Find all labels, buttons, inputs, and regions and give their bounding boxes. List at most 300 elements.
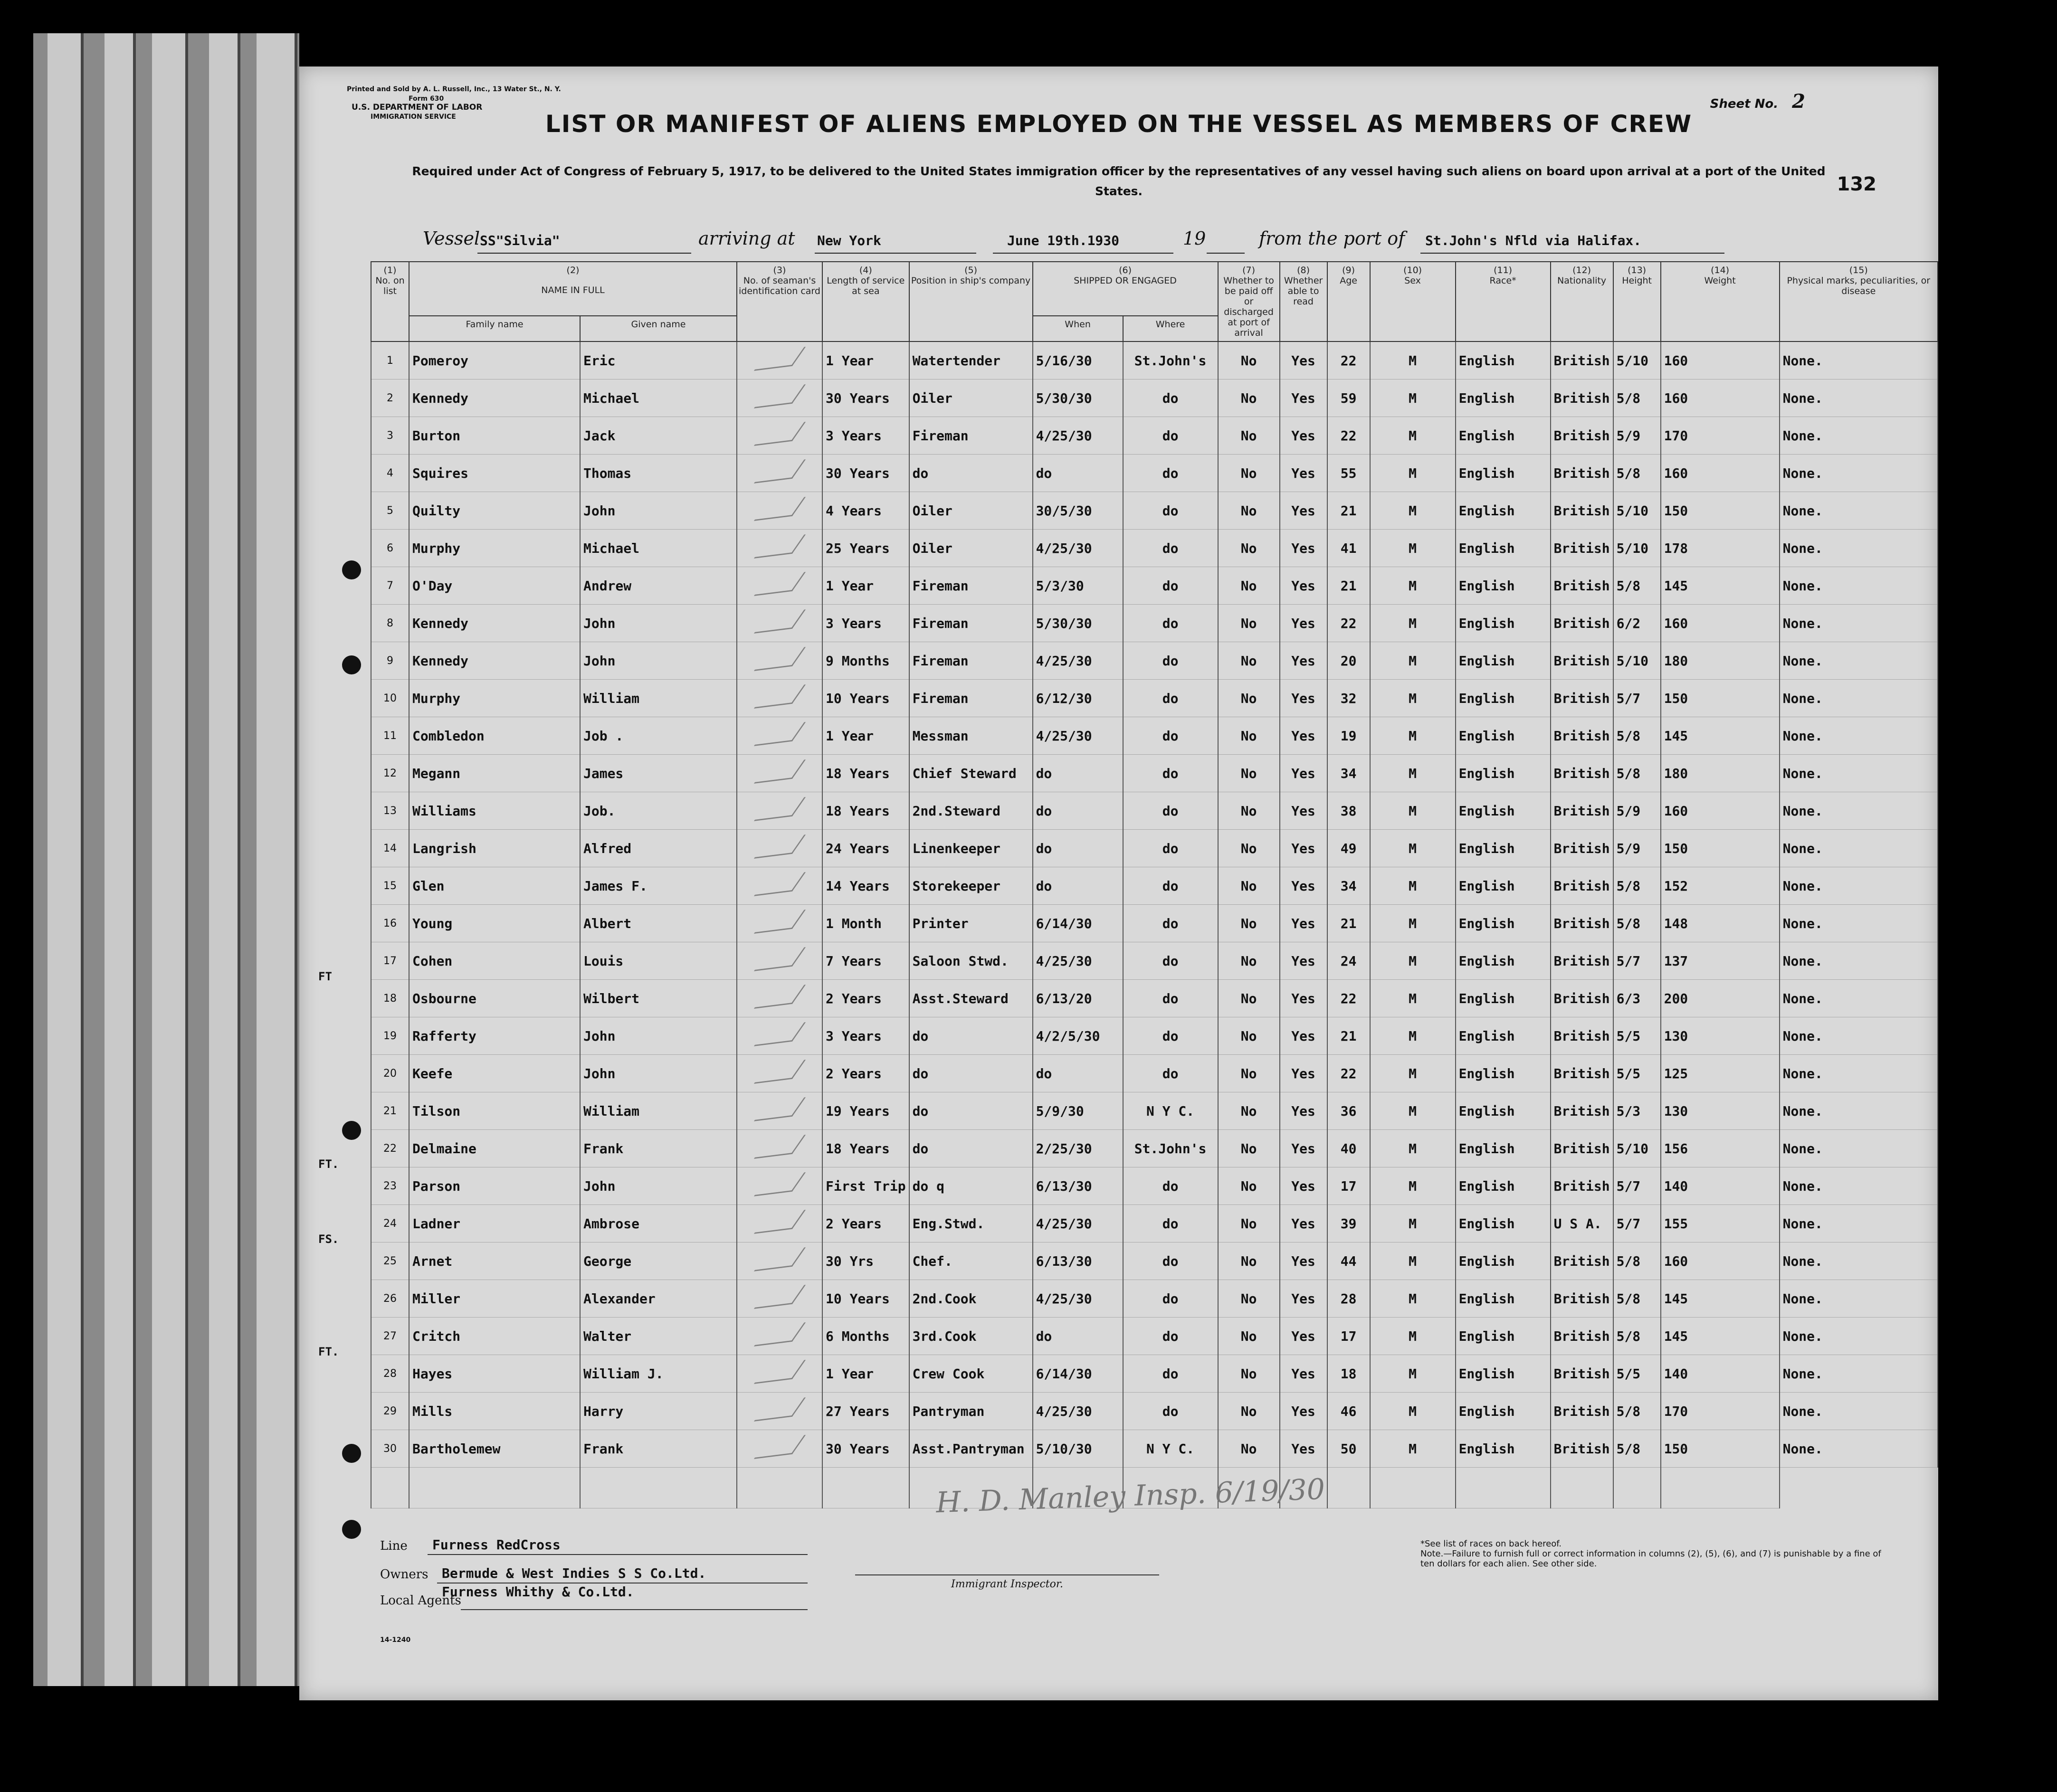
cell-where: do: [1123, 455, 1218, 492]
cell-sex: M: [1370, 530, 1456, 567]
line-label: Line: [380, 1539, 408, 1553]
col-header-where: Where: [1123, 316, 1218, 341]
cell-service: 10 Years: [822, 1280, 909, 1318]
sheet-value: 2: [1792, 90, 1805, 113]
cell-age: 20: [1327, 642, 1370, 680]
cell-sex: M: [1370, 1355, 1456, 1393]
crew-rows: [371, 341, 1938, 1508]
cell-where: do: [1123, 642, 1218, 680]
cell-no: 30: [371, 1430, 409, 1468]
cell-nat: British: [1551, 1055, 1613, 1092]
cell-given: Job .: [580, 717, 737, 755]
cell-paid: No: [1218, 1167, 1280, 1205]
col-header-8: (8) Whether able to read: [1280, 262, 1327, 341]
cell-when: 2/25/30: [1033, 1130, 1123, 1167]
cell-read: Yes: [1280, 1167, 1327, 1205]
cell-position: Asst.Steward: [909, 980, 1033, 1017]
cell-family: Young: [409, 905, 580, 942]
margin-mark: FT.: [318, 1157, 339, 1171]
cell-weight: 140: [1661, 1355, 1780, 1393]
cell-no: 6: [371, 530, 409, 567]
table-row: [371, 1430, 1938, 1468]
blank-cell: [1551, 1468, 1613, 1508]
from-port: St.John's Nfld via Halifax.: [1425, 233, 1642, 248]
cell-position: do: [909, 1130, 1033, 1167]
arriving-label: arriving at: [698, 228, 795, 249]
cell-height: 6/3: [1613, 980, 1661, 1017]
col-header-14: (14) Weight: [1661, 262, 1780, 341]
cell-paid: No: [1218, 1092, 1280, 1130]
cell-when: 30/5/30: [1033, 492, 1123, 530]
cell-nat: British: [1551, 1092, 1613, 1130]
cell-nat: British: [1551, 905, 1613, 942]
inspector-signature: H. D. Manley Insp. 6/19/30: [935, 1472, 1326, 1520]
cell-sex: M: [1370, 455, 1456, 492]
cell-no: 3: [371, 417, 409, 455]
cell-race: English: [1456, 1430, 1551, 1468]
cell-when: 4/25/30: [1033, 1280, 1123, 1318]
margin-mark: FS.: [318, 1233, 339, 1246]
cell-given: John: [580, 1055, 737, 1092]
col-header-3: (3) No. of seaman's identification card: [737, 262, 822, 341]
cell-service: 3 Years: [822, 605, 909, 642]
col-header-13: (13) Height: [1613, 262, 1661, 341]
cell-marks: None.: [1780, 830, 1938, 867]
col-header-6: (6) SHIPPED OR ENGAGED: [1033, 262, 1218, 316]
cell-when: 6/13/20: [1033, 980, 1123, 1017]
cell-race: English: [1456, 905, 1551, 942]
manifest-sheet: [299, 66, 1938, 1700]
cell-marks: None.: [1780, 530, 1938, 567]
cell-nat: British: [1551, 792, 1613, 830]
cell-given: Harry: [580, 1393, 737, 1430]
cell-family: Keefe: [409, 1055, 580, 1092]
cell-family: Megann: [409, 755, 580, 792]
stacked-page-edges: [33, 33, 299, 1686]
cell-paid: No: [1218, 605, 1280, 642]
cell-read: Yes: [1280, 492, 1327, 530]
cell-paid: No: [1218, 455, 1280, 492]
cell-position: Storekeeper: [909, 867, 1033, 905]
cell-paid: No: [1218, 1205, 1280, 1242]
cell-nat: British: [1551, 492, 1613, 530]
cell-nat: British: [1551, 717, 1613, 755]
cell-where: do: [1123, 1280, 1218, 1318]
cell-read: Yes: [1280, 530, 1327, 567]
cell-given: Frank: [580, 1130, 737, 1167]
cell-position: Fireman: [909, 680, 1033, 717]
cell-race: English: [1456, 1280, 1551, 1318]
cell-sex: M: [1370, 1167, 1456, 1205]
id-card-check-mark: [737, 379, 822, 417]
cell-read: Yes: [1280, 1393, 1327, 1430]
cell-weight: 178: [1661, 530, 1780, 567]
cell-paid: No: [1218, 867, 1280, 905]
table-row: [371, 717, 1938, 755]
cell-service: 25 Years: [822, 530, 909, 567]
cell-nat: British: [1551, 530, 1613, 567]
cell-no: 23: [371, 1167, 409, 1205]
punch-hole: [342, 1520, 361, 1539]
blank-cell: [822, 1468, 909, 1508]
cell-no: 27: [371, 1318, 409, 1355]
cell-family: Murphy: [409, 680, 580, 717]
cell-family: Combledon: [409, 717, 580, 755]
id-card-check-mark: [737, 1430, 822, 1468]
cell-family: Osbourne: [409, 980, 580, 1017]
cell-read: Yes: [1280, 567, 1327, 605]
cell-service: 30 Years: [822, 1430, 909, 1468]
cell-paid: No: [1218, 530, 1280, 567]
id-card-check-mark: [737, 1318, 822, 1355]
cell-weight: 145: [1661, 1280, 1780, 1318]
cell-given: John: [580, 492, 737, 530]
cell-nat: British: [1551, 1318, 1613, 1355]
cell-where: do: [1123, 942, 1218, 980]
service-name: IMMIGRATION SERVICE: [371, 113, 456, 121]
cell-sex: M: [1370, 1242, 1456, 1280]
id-card-check-mark: [737, 830, 822, 867]
cell-when: 6/14/30: [1033, 1355, 1123, 1393]
cell-service: First Trip: [822, 1167, 909, 1205]
cell-read: Yes: [1280, 1430, 1327, 1468]
owners-value: Bermude & West Indies S S Co.Ltd.: [442, 1565, 706, 1581]
cell-where: do: [1123, 1017, 1218, 1055]
cell-read: Yes: [1280, 417, 1327, 455]
cell-when: do: [1033, 455, 1123, 492]
cell-when: 6/13/30: [1033, 1242, 1123, 1280]
cell-height: 5/9: [1613, 830, 1661, 867]
cell-read: Yes: [1280, 1055, 1327, 1092]
cell-race: English: [1456, 1242, 1551, 1280]
table-row: [371, 1092, 1938, 1130]
cell-race: English: [1456, 980, 1551, 1017]
cell-paid: No: [1218, 905, 1280, 942]
cell-service: 2 Years: [822, 1055, 909, 1092]
cell-given: Michael: [580, 530, 737, 567]
table-row: [371, 642, 1938, 680]
cell-no: 22: [371, 1130, 409, 1167]
cell-weight: 150: [1661, 492, 1780, 530]
col-header-11: (11) Race*: [1456, 262, 1551, 341]
id-card-check-mark: [737, 1280, 822, 1318]
cell-when: 5/30/30: [1033, 605, 1123, 642]
cell-when: 5/16/30: [1033, 341, 1123, 379]
cell-service: 6 Months: [822, 1318, 909, 1355]
cell-race: English: [1456, 830, 1551, 867]
vessel-line: [423, 228, 1848, 261]
id-card-check-mark: [737, 1355, 822, 1393]
arrival-date: June 19th.1930: [1007, 233, 1120, 248]
cell-read: Yes: [1280, 905, 1327, 942]
cell-weight: 145: [1661, 1318, 1780, 1355]
cell-when: 4/25/30: [1033, 530, 1123, 567]
id-card-check-mark: [737, 492, 822, 530]
id-card-check-mark: [737, 905, 822, 942]
cell-position: Eng.Stwd.: [909, 1205, 1033, 1242]
local-agents-value: Furness Whithy & Co.Ltd.: [442, 1584, 634, 1600]
cell-weight: 160: [1661, 605, 1780, 642]
cell-service: 14 Years: [822, 867, 909, 905]
cell-given: Walter: [580, 1318, 737, 1355]
cell-weight: 150: [1661, 1430, 1780, 1468]
cell-height: 5/5: [1613, 1055, 1661, 1092]
cell-sex: M: [1370, 830, 1456, 867]
cell-where: do: [1123, 717, 1218, 755]
table-row: [371, 341, 1938, 379]
cell-when: 5/10/30: [1033, 1430, 1123, 1468]
cell-age: 21: [1327, 567, 1370, 605]
cell-position: Saloon Stwd.: [909, 942, 1033, 980]
cell-where: St.John's: [1123, 341, 1218, 379]
blank-cell: [371, 1468, 409, 1508]
cell-where: do: [1123, 1167, 1218, 1205]
cell-no: 5: [371, 492, 409, 530]
cell-where: do: [1123, 379, 1218, 417]
page-subtitle: Required under Act of Congress of February 5, 1917, to be delivered to the United States immigration officer by the representatives of any vessel having such aliens on board upon arrival at a port of the United States.: [412, 164, 1826, 198]
cell-weight: 160: [1661, 341, 1780, 379]
cell-service: 10 Years: [822, 680, 909, 717]
cell-race: English: [1456, 530, 1551, 567]
cell-when: 5/30/30: [1033, 379, 1123, 417]
cell-nat: British: [1551, 1130, 1613, 1167]
cell-service: 9 Months: [822, 642, 909, 680]
cell-family: Burton: [409, 417, 580, 455]
cell-sex: M: [1370, 867, 1456, 905]
cell-age: 28: [1327, 1280, 1370, 1318]
cell-age: 24: [1327, 942, 1370, 980]
cell-given: Wilbert: [580, 980, 737, 1017]
id-card-check-mark: [737, 1242, 822, 1280]
cell-where: do: [1123, 830, 1218, 867]
vessel-name: SS"Silvia": [480, 233, 560, 248]
form-code: 14-1240: [380, 1636, 411, 1644]
col-header-7: (7) Whether to be paid off or discharged at port of arrival: [1218, 262, 1280, 341]
cell-paid: No: [1218, 1242, 1280, 1280]
cell-where: do: [1123, 567, 1218, 605]
cell-race: English: [1456, 867, 1551, 905]
cell-service: 1 Year: [822, 567, 909, 605]
cell-paid: No: [1218, 792, 1280, 830]
cell-age: 17: [1327, 1318, 1370, 1355]
cell-sex: M: [1370, 642, 1456, 680]
cell-age: 49: [1327, 830, 1370, 867]
table-row: [371, 1393, 1938, 1430]
cell-age: 34: [1327, 755, 1370, 792]
cell-race: English: [1456, 680, 1551, 717]
cell-nat: British: [1551, 417, 1613, 455]
blank-cell: [737, 1468, 822, 1508]
cell-weight: 152: [1661, 867, 1780, 905]
cell-height: 5/8: [1613, 1393, 1661, 1430]
cell-family: Cohen: [409, 942, 580, 980]
cell-given: James: [580, 755, 737, 792]
cell-service: 3 Years: [822, 1017, 909, 1055]
id-card-check-mark: [737, 867, 822, 905]
cell-marks: None.: [1780, 717, 1938, 755]
table-row: [371, 942, 1938, 980]
cell-paid: No: [1218, 341, 1280, 379]
cell-age: 50: [1327, 1430, 1370, 1468]
cell-age: 22: [1327, 341, 1370, 379]
cell-nat: British: [1551, 1280, 1613, 1318]
cell-no: 10: [371, 680, 409, 717]
cell-height: 5/8: [1613, 867, 1661, 905]
cell-age: 22: [1327, 417, 1370, 455]
cell-nat: British: [1551, 455, 1613, 492]
cell-when: 4/25/30: [1033, 642, 1123, 680]
department-name: U.S. DEPARTMENT OF LABOR: [352, 103, 483, 112]
cell-position: Linenkeeper: [909, 830, 1033, 867]
cell-position: Oiler: [909, 530, 1033, 567]
cell-given: William: [580, 1092, 737, 1130]
cell-paid: No: [1218, 1393, 1280, 1430]
cell-no: 15: [371, 867, 409, 905]
cell-family: Critch: [409, 1318, 580, 1355]
cell-paid: No: [1218, 1280, 1280, 1318]
table-row: [371, 1205, 1938, 1242]
cell-sex: M: [1370, 567, 1456, 605]
cell-height: 5/7: [1613, 680, 1661, 717]
cell-sex: M: [1370, 1205, 1456, 1242]
immigrant-inspector-label: Immigrant Inspector.: [855, 1574, 1159, 1590]
cell-height: 5/7: [1613, 1167, 1661, 1205]
cell-read: Yes: [1280, 1205, 1327, 1242]
id-card-check-mark: [737, 1055, 822, 1092]
cell-paid: No: [1218, 379, 1280, 417]
year-label: 19: [1183, 228, 1206, 249]
cell-given: John: [580, 605, 737, 642]
cell-no: 14: [371, 830, 409, 867]
cell-position: do: [909, 1092, 1033, 1130]
cell-family: Kennedy: [409, 642, 580, 680]
cell-paid: No: [1218, 417, 1280, 455]
cell-read: Yes: [1280, 1092, 1327, 1130]
col-header-10: (10) Sex: [1370, 262, 1456, 341]
cell-marks: None.: [1780, 1430, 1938, 1468]
cell-nat: British: [1551, 830, 1613, 867]
cell-service: 24 Years: [822, 830, 909, 867]
cell-race: English: [1456, 717, 1551, 755]
id-card-check-mark: [737, 642, 822, 680]
cell-given: Albert: [580, 905, 737, 942]
margin-mark: FT.: [318, 1345, 339, 1358]
blank-cell: [409, 1468, 580, 1508]
cell-height: 5/8: [1613, 455, 1661, 492]
cell-sex: M: [1370, 1318, 1456, 1355]
cell-race: English: [1456, 1017, 1551, 1055]
cell-weight: 170: [1661, 417, 1780, 455]
cell-given: John: [580, 1167, 737, 1205]
cell-position: Oiler: [909, 492, 1033, 530]
cell-position: Printer: [909, 905, 1033, 942]
cell-age: 44: [1327, 1242, 1370, 1280]
id-card-check-mark: [737, 1393, 822, 1430]
manifest-footer: [380, 1539, 1900, 1681]
cell-given: Michael: [580, 379, 737, 417]
id-card-check-mark: [737, 455, 822, 492]
cell-when: do: [1033, 830, 1123, 867]
table-row: [371, 1242, 1938, 1280]
cell-sex: M: [1370, 1055, 1456, 1092]
cell-family: Williams: [409, 792, 580, 830]
cell-age: 55: [1327, 455, 1370, 492]
cell-age: 21: [1327, 905, 1370, 942]
cell-marks: None.: [1780, 1280, 1938, 1318]
cell-paid: No: [1218, 1430, 1280, 1468]
cell-paid: No: [1218, 980, 1280, 1017]
cell-read: Yes: [1280, 1355, 1327, 1393]
cell-where: do: [1123, 980, 1218, 1017]
cell-family: Kennedy: [409, 605, 580, 642]
cell-nat: British: [1551, 680, 1613, 717]
cell-height: 5/8: [1613, 1430, 1661, 1468]
cell-race: English: [1456, 1055, 1551, 1092]
cell-weight: 130: [1661, 1092, 1780, 1130]
col-header-5: (5) Position in ship's company: [909, 262, 1033, 341]
cell-position: Oiler: [909, 379, 1033, 417]
cell-service: 3 Years: [822, 417, 909, 455]
cell-sex: M: [1370, 417, 1456, 455]
cell-when: 4/2/5/30: [1033, 1017, 1123, 1055]
cell-read: Yes: [1280, 1242, 1327, 1280]
cell-race: English: [1456, 417, 1551, 455]
cell-no: 16: [371, 905, 409, 942]
id-card-check-mark: [737, 417, 822, 455]
cell-service: 18 Years: [822, 792, 909, 830]
cell-read: Yes: [1280, 942, 1327, 980]
cell-weight: 160: [1661, 379, 1780, 417]
blank-cell: [1661, 1468, 1780, 1508]
cell-position: 2nd.Cook: [909, 1280, 1033, 1318]
cell-no: 13: [371, 792, 409, 830]
cell-where: do: [1123, 1355, 1218, 1393]
punch-hole: [342, 1121, 361, 1140]
cell-weight: 140: [1661, 1167, 1780, 1205]
cell-where: N Y C.: [1123, 1092, 1218, 1130]
cell-height: 5/8: [1613, 379, 1661, 417]
cell-position: do: [909, 1055, 1033, 1092]
cell-position: do: [909, 1017, 1033, 1055]
cell-marks: None.: [1780, 379, 1938, 417]
cell-no: 19: [371, 1017, 409, 1055]
cell-marks: None.: [1780, 341, 1938, 379]
page-number: 132: [1837, 173, 1876, 195]
cell-weight: 150: [1661, 680, 1780, 717]
cell-nat: British: [1551, 1017, 1613, 1055]
cell-age: 59: [1327, 379, 1370, 417]
cell-family: Hayes: [409, 1355, 580, 1393]
punch-hole: [342, 1444, 361, 1463]
cell-sex: M: [1370, 341, 1456, 379]
cell-nat: British: [1551, 567, 1613, 605]
cell-read: Yes: [1280, 1017, 1327, 1055]
cell-family: Arnet: [409, 1242, 580, 1280]
blank-cell: [1456, 1468, 1551, 1508]
margin-mark: FT: [318, 970, 332, 983]
table-row: [371, 605, 1938, 642]
cell-marks: None.: [1780, 680, 1938, 717]
cell-where: do: [1123, 605, 1218, 642]
cell-age: 22: [1327, 605, 1370, 642]
cell-age: 18: [1327, 1355, 1370, 1393]
cell-race: English: [1456, 455, 1551, 492]
cell-marks: None.: [1780, 1355, 1938, 1393]
printer-line: Printed and Sold by A. L. Russell, Inc., 13 Water St., N. Y.: [347, 85, 561, 93]
cell-where: do: [1123, 867, 1218, 905]
cell-position: Fireman: [909, 567, 1033, 605]
arriving-port: New York: [817, 233, 881, 248]
